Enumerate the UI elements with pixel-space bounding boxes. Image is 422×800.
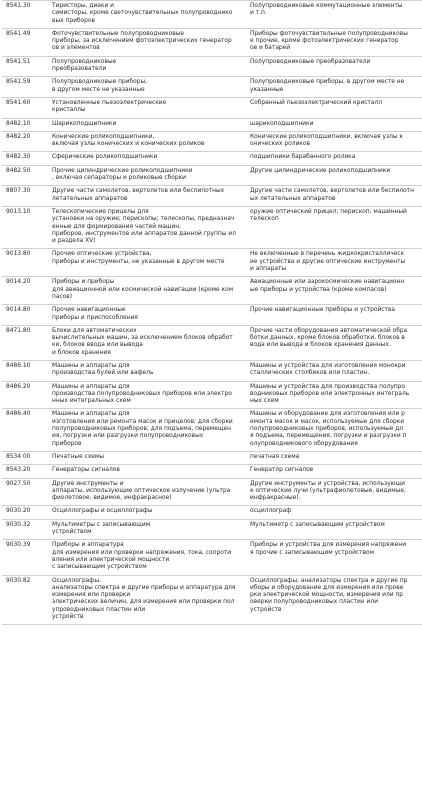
table-row: [2, 465, 422, 478]
item-description-cell: Другие инструменты и устройства, использующи е оптические лучи (ультрафиолетовые, видимые, инфракрасные).: [247, 478, 422, 506]
item-description-cell: Приборы фоточувствительные полупроводниковы е прочие, кроме фотоэлектрических генератор ов и батарей: [247, 28, 422, 56]
item-description-cell: осциллограф: [247, 506, 422, 519]
item-description-cell: Осциллографы, анализаторы спектра и другие пр иборы и оборудование для измерения или прове рки электрической мощности, измерения или пр оверки полупроводниковых пластин или устройств: [247, 575, 422, 625]
item-description-cell: Собранный пьезоэлектрический кристалл: [247, 97, 422, 118]
table-row: [2, 249, 422, 277]
item-description-cell: Авиационные или аэрокосмические навигационн ые приборы и устройства (кроме компасов): [247, 277, 422, 305]
item-name-cell: Сферические роликоподшипники: [49, 152, 247, 165]
item-description-cell: Прочие навигационные приборы и устройства: [247, 305, 422, 326]
item-name-cell: Конические роликоподшипники, включая узлы конических и конических роликов: [49, 131, 247, 152]
item-description-cell: Полупроводниковые преобразователи: [247, 56, 422, 77]
table-row: [2, 575, 422, 625]
hs-code-cell: 8541.51: [2, 56, 49, 77]
item-description-cell: Мультиметр с записывающим устройством: [247, 519, 422, 540]
item-name-cell: Машины и аппараты для производства полупроводниковых приборов или электро нных интегральных схем: [49, 381, 247, 409]
item-name-cell: Телескопические прицелы для установки на оружие; перископы; телескопы, предназнач енные для формирования частей машин, приборов, инструментов или аппаратов данной группы ил и раздела XVI: [49, 206, 247, 248]
table-row: [2, 1, 422, 29]
item-name-cell: Осциллографы, анализаторы спектра и другие приборы и аппаратура для измерения или проверки электрических величин, для измерения или проверки пол упроводниковых пластин или устройств: [49, 575, 247, 625]
table-row: [2, 131, 422, 152]
item-name-cell: Приборы и приборы для авиационной или космической навигации (кроме ком пасов): [49, 277, 247, 305]
table-row: [2, 165, 422, 186]
hs-code-cell: 8543.20: [2, 465, 49, 478]
item-description-cell: Полупроводниковые приборы, в другом месте не указанные: [247, 77, 422, 98]
hs-code-cell: 8482.10: [2, 118, 49, 131]
hs-code-cell: 8486.10: [2, 360, 49, 381]
item-name-cell: Печатные схемы: [49, 451, 247, 464]
table-row: [2, 540, 422, 575]
item-description-cell: оружие оптический прицел; перископ; машинный телескоп: [247, 206, 422, 248]
item-name-cell: Полупроводниковые преобразователи: [49, 56, 247, 77]
table-row: [2, 451, 422, 464]
item-name-cell: Другие инструменты и аппараты, использующие оптическое излучение (ультра фиолетовое, видимое, инфракрасное): [49, 478, 247, 506]
table-row: [2, 206, 422, 248]
item-name-cell: Другие части самолетов, вертолетов или беспилотных летательных аппаратов: [49, 186, 247, 207]
table-row: [2, 519, 422, 540]
item-description-cell: Не включенные в перечень жидкокристаллическ ие устройства и другие оптические инструменты и аппараты: [247, 249, 422, 277]
item-description-cell: Другие цилиндрические роликоподшипники: [247, 165, 422, 186]
table-row: [2, 478, 422, 506]
item-description-cell: шарикоподшипники: [247, 118, 422, 131]
item-description-cell: Приборы и устройства для измерения напряжени я прочие с записывающим устройством: [247, 540, 422, 575]
hs-code-cell: 9027.50: [2, 478, 49, 506]
item-description-cell: Машины и устройства для изготовления монокри сталлических столбиков или пластин.: [247, 360, 422, 381]
table-row: [2, 28, 422, 56]
hs-code-cell: 8482.20: [2, 131, 49, 152]
table-row: [2, 409, 422, 451]
item-name-cell: Машины и аппараты для изготовления или ремонта масок и прицелов; для сборки полупроводниковых приборов; для подъема, перемещен ия, погрузки или разгрузки полупроводниковых приборов: [49, 409, 247, 451]
hs-code-cell: 8807.30: [2, 186, 49, 207]
table-row: [2, 381, 422, 409]
hs-code-cell: 9014.80: [2, 305, 49, 326]
item-name-cell: Шарикоподшипники: [49, 118, 247, 131]
table-row: [2, 506, 422, 519]
item-description-cell: Прочие части оборудования автоматической обра ботки данных, кроме блоков обработки, блоков в вода или вывода и блоков хранения данных.: [247, 325, 422, 360]
hs-code-table: [2, 0, 422, 625]
item-name-cell: Блоки для автоматических вычислительных машин, за исключением блоков обработ ки, блоков ввода или вывода и блоков хранения: [49, 325, 247, 360]
item-description-cell: подшипники барабанного ролика: [247, 152, 422, 165]
hs-code-cell: 9030.32: [2, 519, 49, 540]
hs-code-cell: 8541.59: [2, 77, 49, 98]
hs-code-cell: 9014.20: [2, 277, 49, 305]
hs-code-cell: 8541.30: [2, 1, 49, 29]
item-description-cell: Другие части самолетов, вертолетов или беспилотн ых летательных аппаратов: [247, 186, 422, 207]
hs-code-cell: 8541.60: [2, 97, 49, 118]
hs-code-cell: 9030.20: [2, 506, 49, 519]
hs-code-cell: 9013.10: [2, 206, 49, 248]
item-name-cell: Фоточувствительные полупроводниковые приборы, за исключением фотоэлектрических генератор ов и элементов: [49, 28, 247, 56]
item-name-cell: Осциллографы и осциллографы: [49, 506, 247, 519]
hs-code-cell: 8486.20: [2, 381, 49, 409]
item-name-cell: Прочие оптические устройства, приборы и инструменты, не указанные в другом месте: [49, 249, 247, 277]
item-description-cell: Машины и устройства для производства полупро водниковых приборов или электронных интеграль ных схем: [247, 381, 422, 409]
table-row: [2, 186, 422, 207]
item-name-cell: Генераторы сигналов: [49, 465, 247, 478]
hs-code-cell: 9013.80: [2, 249, 49, 277]
item-name-cell: Тиристоры, диаки и симисторы, кроме светочувствительных полупроводнико вых приборов: [49, 1, 247, 29]
hs-code-cell: 8482.50: [2, 165, 49, 186]
item-description-cell: Генератор сигналов: [247, 465, 422, 478]
table-row: [2, 360, 422, 381]
item-name-cell: Прочие цилиндрические роликоподшипники , включая сепараторы и роликовые сборки: [49, 165, 247, 186]
item-name-cell: Полупроводниковые приборы, в другом месте не указанные: [49, 77, 247, 98]
item-name-cell: Прочие навигационные приборы и приспособления: [49, 305, 247, 326]
table-row: [2, 325, 422, 360]
table-row: [2, 77, 422, 98]
item-name-cell: Приборы и аппаратура для измерения или проверки напряжения, тока, сопроти вления или электрической мощности с записывающим устройством: [49, 540, 247, 575]
hs-code-cell: 9030.82: [2, 575, 49, 625]
hs-code-cell: 8471.80: [2, 325, 49, 360]
hs-code-cell: 8534.00: [2, 451, 49, 464]
hs-code-cell: 8541.49: [2, 28, 49, 56]
table-row: [2, 152, 422, 165]
item-name-cell: Установленные пьезоэлектрические кристаллы: [49, 97, 247, 118]
table-row: [2, 97, 422, 118]
table-body: [2, 1, 422, 625]
item-description-cell: Конические роликоподшипники, включая узлы к онических роликов: [247, 131, 422, 152]
hs-code-cell: 9030.39: [2, 540, 49, 575]
hs-code-cell: 8482.30: [2, 152, 49, 165]
item-description-cell: Машины и оборудование для изготовления или р емонта масок и масок, используемые для сборки полупроводниковых приборов; используемые дл я подъема, перемещения, погрузки и разгрузки п олупроводникового оборудования: [247, 409, 422, 451]
table-row: [2, 118, 422, 131]
item-name-cell: Машины и аппараты для производства булей или вафель: [49, 360, 247, 381]
table-row: [2, 277, 422, 305]
table-row: [2, 56, 422, 77]
item-description-cell: печатная схема: [247, 451, 422, 464]
table-row: [2, 305, 422, 326]
item-name-cell: Мультиметры с записывающим устройством: [49, 519, 247, 540]
hs-code-cell: 8486.40: [2, 409, 49, 451]
item-description-cell: Полупроводниковые коммутационные элементы и т.п.: [247, 1, 422, 29]
